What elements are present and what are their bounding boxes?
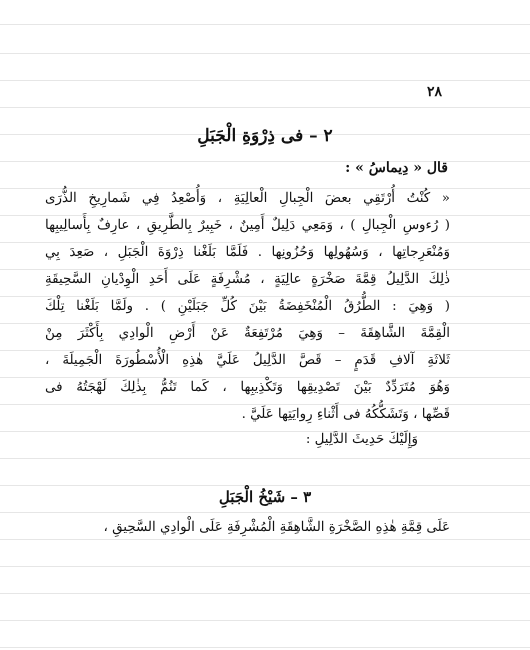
page-number: ٢٨ <box>426 84 442 100</box>
intro-line: وَإِلَيْكَ حَدِيثَ الدَّلِيلِ : <box>305 432 418 447</box>
paragraph-line: قَصِّها ، وَتَشَكُّكُهُ فى أَثْناءِ رِوايَتِها عَلَيَّ . <box>241 407 450 422</box>
paragraph-line: وَهُوَ مُتَرَدِّدٌ بَيْنَ تَصْدِيقِها وَتَكْذِيبِها ، كَما تَنُمُّ بِذٰلِكَ لَهْجَتُهُ فى <box>45 380 450 395</box>
section-heading: ٣ – شَيْخُ الْجَبَلِ <box>218 488 312 506</box>
paragraph-line: ذٰلِكَ الدَّلِيلُ قِمَّةَ صَخْرَةٍ عالِيَةٍ ، مُشْرِفَةٍ عَلَى أَحَدِ الْوِدْيانِ السَّحِيقَةِ <box>45 272 450 287</box>
speaker-line: قال « دِيماسُ » : <box>345 160 448 176</box>
paragraph-line: ثَلاثَةِ آلافِ قَدَمٍ – قَصَّ الدَّلِيلُ عَلَيَّ هٰذِهِ الْأُسْطُورَةَ الْجَمِيلَةَ ، <box>45 353 450 368</box>
paragraph-line: « كُنْتُ أُرْتَقِي بعضَ الْجِبالِ الْعالِيَةِ ، وَأُصْعِدُ فِي شَمارِيخِ الذُّرَى <box>45 191 450 206</box>
section-first-line: عَلَى قِمَّةِ هٰذِهِ الصَّخْرَةِ الشَّاهِقَةِ الْمُشْرِفَةِ عَلَى الْوادِي السَّحِيقِ ، <box>103 520 450 535</box>
paragraph-line: الْقِمَّةَ الشَّاهِقَةَ – وَهِيَ مُرْتَفِعَةٌ عَنْ أَرْضِ الْوادِي بِأَكْثَرَ مِنْ <box>45 326 450 341</box>
paragraph-line: وَمُنْعَرِجاتِها ، وَسُهُولِها وَحُزُونِها . فَلَمَّا بَلَغْنا ذِرْوَةَ الْجَبَلِ ، صَعِدَ بِي <box>45 245 450 260</box>
paragraph-line: ( وَهِيَ : الطُّرُقُ الْمُنْخَفِضَةُ بَيْنَ كُلِّ جَبَلَيْنِ ) . ولَمَّا بَلَغْنا تِلْكَ <box>45 299 450 314</box>
paragraph-line: ( رُءوسِ الْجِبالِ ) ، وَمَعِي دَلِيلٌ أَمِينٌ ، خَبِيرٌ بِالطَّرِيقِ ، عارِفٌ بِأَسالِيبِها <box>45 218 450 233</box>
chapter-heading: ٢ – فى ذِرْوَةِ الْجَبَلِ <box>197 126 333 146</box>
